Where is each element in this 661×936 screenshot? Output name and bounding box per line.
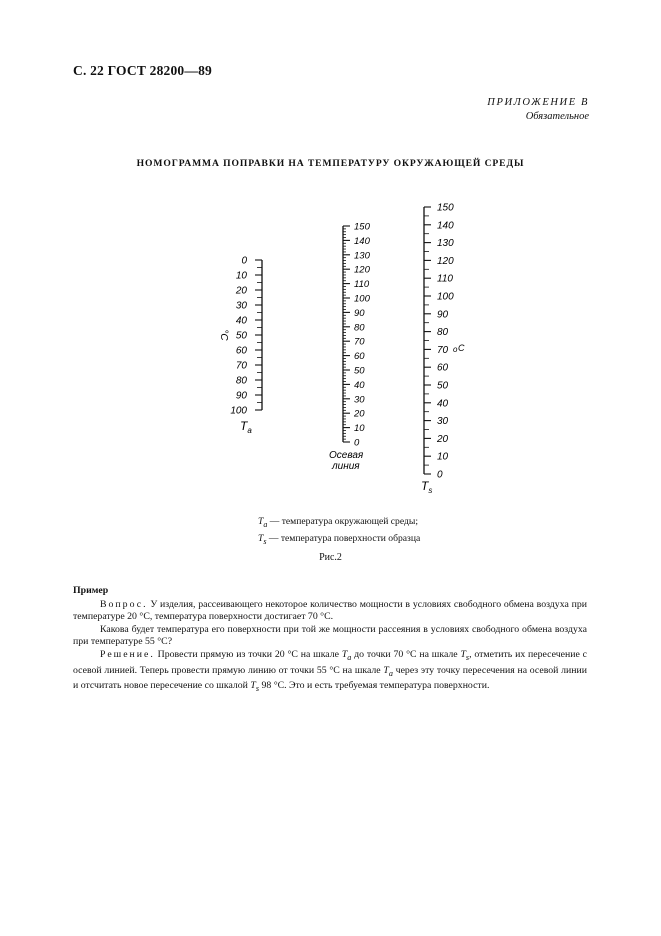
appendix-title: ПРИЛОЖЕНИЕ В: [487, 97, 589, 108]
scale-ts-tick-label: 130: [437, 238, 454, 250]
question-paragraph-2: Какова будет температура его поверхности при той же мощности рассеяния в условиях свободного обмена воздуха при температуре 55 °С?: [73, 623, 587, 648]
scale-ts-tick-label: 70: [437, 344, 449, 356]
axis-tick-label: 90: [354, 307, 365, 319]
legend-ts: $T_s$ — температура поверхности образца: [258, 532, 421, 546]
scale-ta-tick-label: 10: [235, 270, 247, 282]
axis-tick-label: 0: [354, 437, 360, 449]
axis-caption-1: Осевая: [329, 450, 364, 461]
scale-ta-tick-label: 0: [241, 255, 247, 267]
appendix-subtitle: Обязательное: [525, 111, 589, 122]
scale-ta-tick-label: 90: [235, 390, 247, 402]
scale-ts-tick-label: 150: [437, 202, 454, 214]
scale-ta-name: $T_a$: [240, 419, 252, 435]
axis-tick-label: 80: [354, 322, 365, 334]
question-paragraph: Вопрос. У изделия, рассеивающего некоторое количество мощности в условиях свободного обмена воздуха при температуре 20 °С, температура поверхности достигает 70 °С.: [73, 598, 587, 623]
scale-ts-tick-label: 30: [437, 416, 449, 428]
scale-ta-tick-label: 70: [235, 360, 247, 372]
scale-ts-tick-label: 80: [437, 327, 449, 339]
nomogram-title: НОМОГРАММА ПОПРАВКИ НА ТЕМПЕРАТУРУ ОКРУЖАЮЩЕЙ СРЕДЫ: [136, 158, 525, 169]
scale-ta-tick-label: 50: [235, 330, 247, 342]
axis-tick-label: 50: [354, 365, 365, 377]
scale-ta-tick-label: 30: [235, 300, 247, 312]
scale-ta: [230, 256, 262, 417]
axis-tick-label: 30: [354, 394, 365, 406]
axis-tick-label: 60: [354, 351, 365, 363]
legend-ta: $T_a$ — температура окружающей среды;: [258, 516, 418, 529]
scale-ts-tick-label: 0: [437, 469, 443, 481]
scale-ts-tick-label: 60: [437, 362, 449, 374]
axis-tick-label: 40: [354, 379, 365, 391]
example-heading: Пример: [73, 585, 109, 596]
scale-ta-tick-label: 60: [235, 345, 247, 357]
axis-tick-label: 10: [354, 423, 365, 435]
answer-paragraph: Решение. Провести прямую из точки 20 °С на шкале $T_a$ до точки 70 °С на шкале $T_s$, отметить их пересечение с осевой линией. Теперь провести прямую линию от точки 55 °С на шкале $T_a$ через эту точку пересечения на осевой линии и отсчитать новое пересечение со шкалой $T_s$ 98 °С. Это и есть требуемая температура поверхности.: [73, 648, 587, 694]
axis-tick-label: 70: [354, 336, 365, 348]
axis-tick-label: 100: [354, 293, 370, 305]
legend: [258, 515, 420, 549]
scale-ts-tick-label: 40: [437, 398, 449, 410]
scale-ts-tick-label: 90: [437, 309, 449, 321]
axis-tick-label: 110: [354, 279, 370, 291]
scale-ta-unit: °C: [218, 329, 229, 341]
scale-ts-tick-label: 10: [437, 451, 449, 463]
figure-caption: Рис.2: [319, 552, 342, 563]
axis-line-scale: [343, 222, 371, 449]
scale-ts-tick-label: 100: [437, 291, 454, 303]
axis-tick-label: 20: [354, 408, 365, 420]
scale-ta-tick-label: 100: [230, 405, 247, 417]
scale-ts-tick-label: 20: [437, 433, 449, 445]
axis-caption-2: линия: [332, 461, 360, 472]
scale-ta-tick-label: 40: [235, 315, 247, 327]
scale-ts-tick-label: 110: [437, 273, 453, 285]
axis-tick-label: 140: [354, 235, 370, 247]
scale-ts-unit-c: C: [458, 343, 465, 353]
scale-ts-tick-label: 50: [437, 380, 449, 392]
axis-tick-label: 150: [354, 221, 370, 233]
page-header: С. 22 ГОСТ 28200—89: [73, 63, 212, 78]
nomogram: [0, 180, 661, 500]
axis-tick-label: 130: [354, 250, 370, 262]
appendix-label: [487, 96, 589, 124]
example-section: [73, 585, 587, 696]
scale-ts: [424, 203, 454, 481]
scale-ts-tick-label: 120: [437, 255, 454, 267]
scale-ta-tick-label: 80: [235, 375, 247, 387]
scale-ts-tick-label: 140: [437, 220, 454, 232]
scale-ts-unit-o: o: [453, 345, 458, 354]
scale-ta-tick-label: 20: [235, 285, 247, 297]
scale-ts-name: $T_s$: [421, 479, 433, 495]
axis-tick-label: 120: [354, 264, 370, 276]
